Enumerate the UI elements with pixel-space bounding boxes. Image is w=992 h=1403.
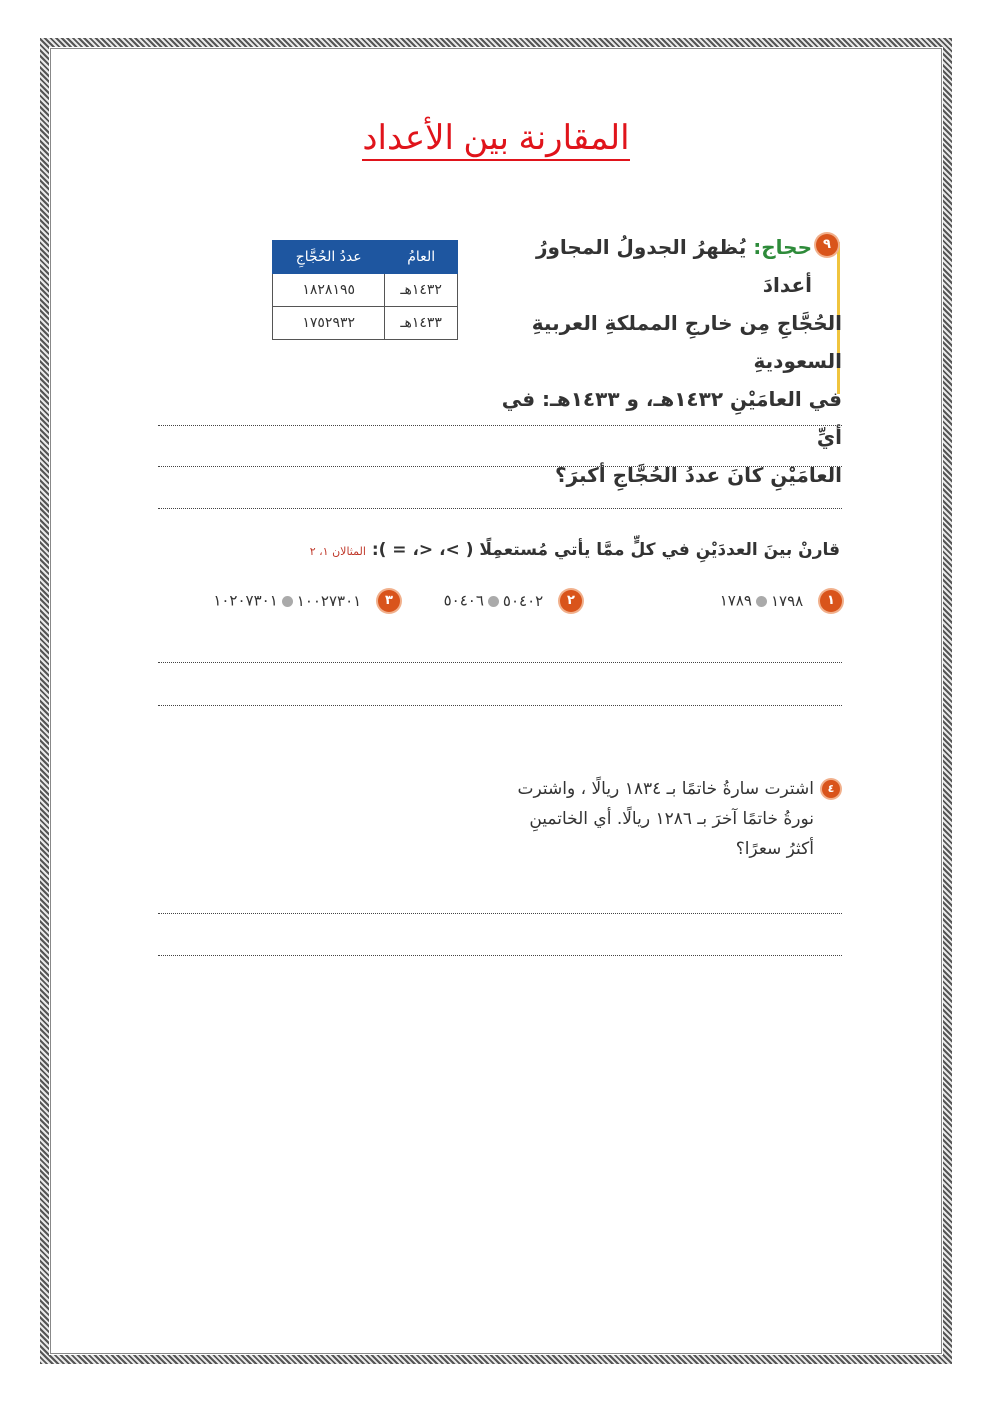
compare-item-2: ٢ ٥٠٤٠٢٥٠٤٠٦ <box>444 590 582 612</box>
problem-9-line: العامَيْنِ كانَ عددُ الحُجَّاجِ أكبرَ؟ <box>554 463 842 487</box>
table-cell: ١٤٣٣هـ <box>385 307 458 340</box>
table-header: عددُ الحُجَّاجِ <box>273 241 385 274</box>
problem-4-line: نورةُ خاتمًا آخرَ بـ ١٢٨٦ ريالًا. أي الخاتمينِ <box>529 809 814 829</box>
problem-number-badge: ٩ <box>816 234 838 256</box>
answer-line[interactable] <box>158 705 842 706</box>
answer-line[interactable] <box>158 508 842 509</box>
worksheet-title: المقارنة بين الأعداد <box>0 118 992 158</box>
comparison-circle[interactable] <box>282 596 293 607</box>
problem-9-text: حجاج: يُظهرُ الجدولُ المجاورُ أعدادَ الحُجَّاجِ مِن خارجِ المملكةِ العربيةِ السعوديةِ في العامَيْنِ ١٤٣٢هـ، و ١٤٣٣هـ: في أيِّ العامَيْنِ كانَ عددُ الحُجَّاجِ أكبرَ؟ <box>486 228 842 494</box>
table-row <box>273 274 458 307</box>
problem-4-line: أكثرُ سعرًا؟ <box>735 839 814 859</box>
answer-line[interactable] <box>158 955 842 956</box>
problem-9 <box>470 228 842 487</box>
answer-line[interactable] <box>158 425 842 426</box>
pilgrims-table <box>272 240 458 340</box>
table-header: العامُ <box>385 241 458 274</box>
problem-number-badge: ٢ <box>560 590 582 612</box>
problem-number-badge: ١ <box>820 590 842 612</box>
problem-9-line: في العامَيْنِ ١٤٣٢هـ، و ١٤٣٣هـ: في أيِّ <box>501 387 842 449</box>
examples-reference: المثالان ١، ٢ <box>309 545 366 558</box>
compare-item-1: ١ ١٧٩٨١٧٨٩ <box>720 590 842 612</box>
comparison-circle[interactable] <box>488 596 499 607</box>
problem-9-line: الحُجَّاجِ مِن خارجِ المملكةِ العربيةِ السعوديةِ <box>531 311 842 373</box>
problem-number-badge: ٣ <box>378 590 400 612</box>
table-cell: ١٤٣٢هـ <box>385 274 458 307</box>
problem-4-text <box>484 774 814 864</box>
answer-line[interactable] <box>158 466 842 467</box>
table-header-row <box>273 241 458 274</box>
comparison-circle[interactable] <box>756 596 767 607</box>
table-cell: ١٧٥٢٩٣٢ <box>273 307 385 340</box>
compare-instruction: قارنْ بينَ العددَيْنِ في كلٍّ ممَّا يأتي مُستعمِلًا ( >، <، = ): المثالان ١، ٢ <box>309 540 840 560</box>
answer-line[interactable] <box>158 913 842 914</box>
problem-4-line: اشترت سارةُ خاتمًا بـ ١٨٣٤ ريالًا ، واشترت <box>517 779 814 799</box>
table-row <box>273 307 458 340</box>
problem-9-lead: حجاج: <box>753 235 812 259</box>
compare-item-3: ٣ ١٠٠٢٧٣٠١١٠٢٠٧٣٠١ <box>213 590 400 612</box>
problem-number-badge: ٤ <box>822 780 840 798</box>
answer-line[interactable] <box>158 662 842 663</box>
table-cell: ١٨٢٨١٩٥ <box>273 274 385 307</box>
